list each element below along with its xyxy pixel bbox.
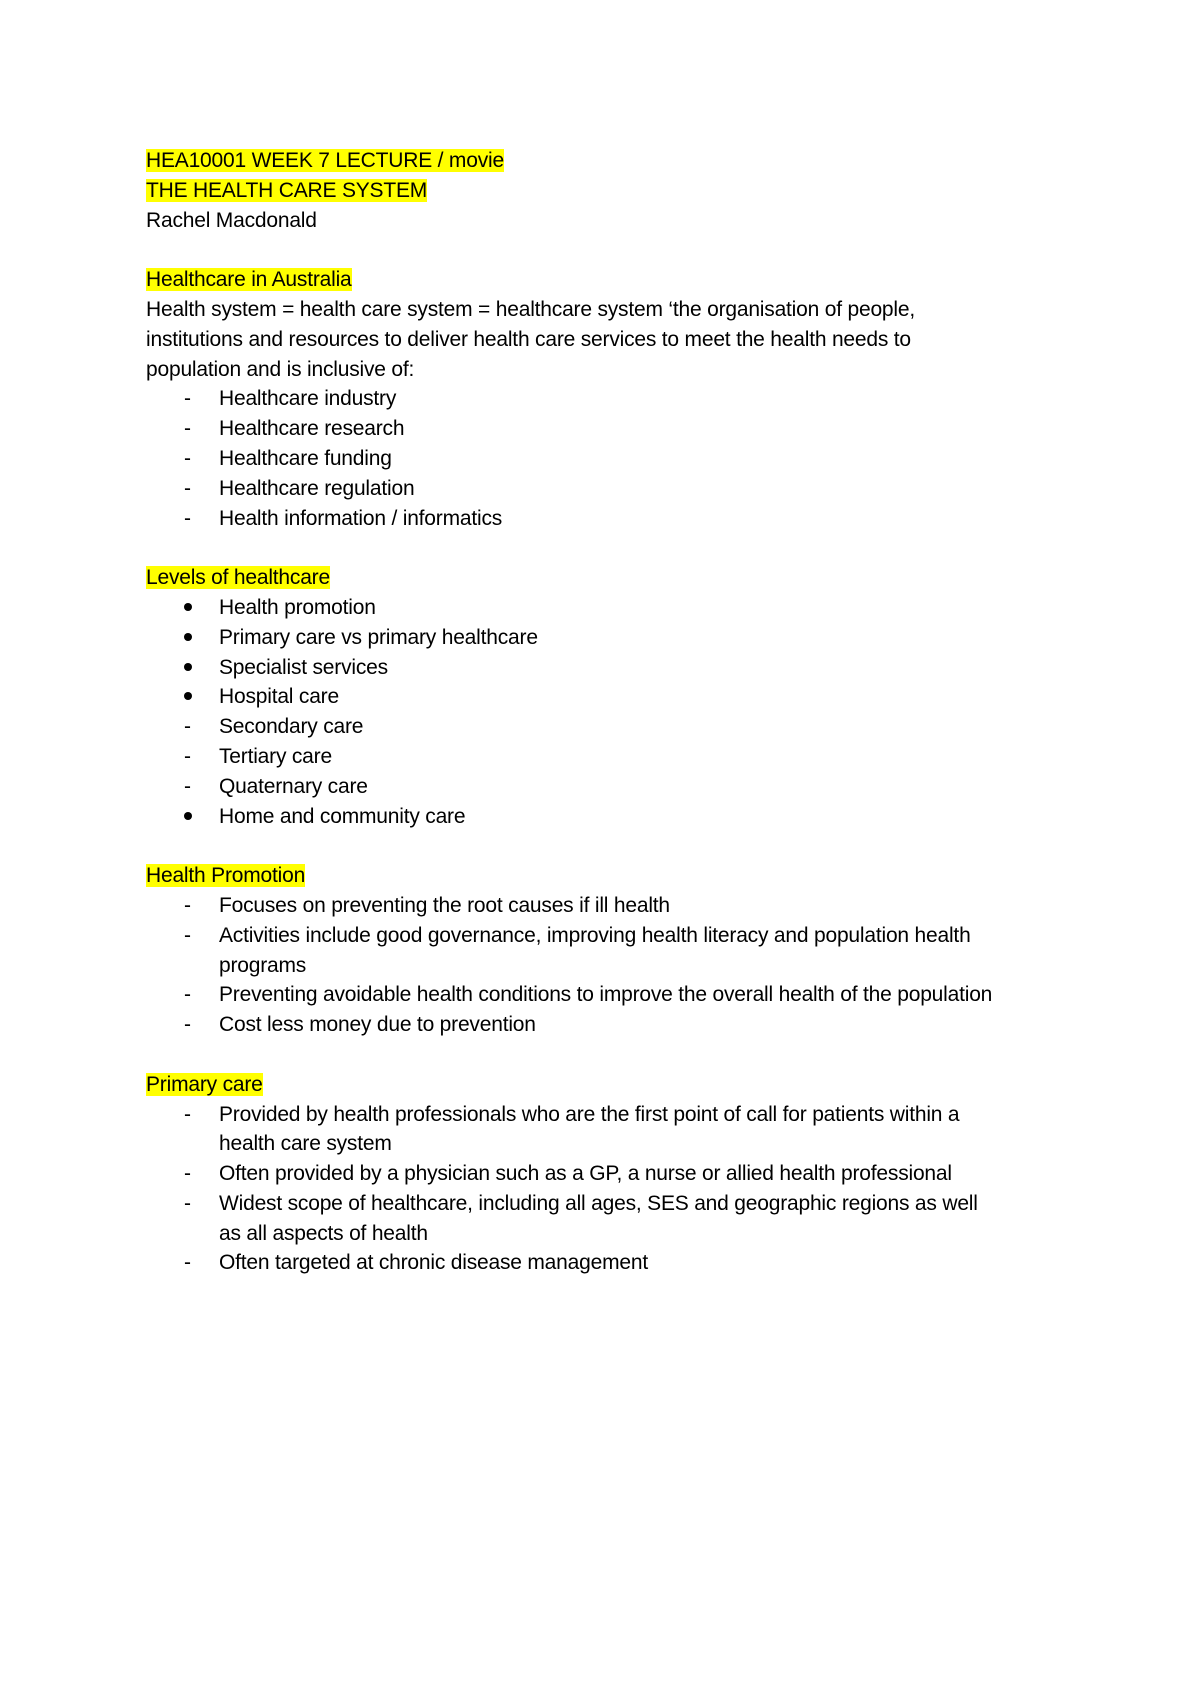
dash-marker: - [184,744,191,768]
australia-list [146,384,1066,533]
promotion-list [146,891,1066,1040]
topic-title: THE HEALTH CARE SYSTEM [146,178,428,202]
list-item-text: Healthcare regulation [219,476,415,500]
list-item-text: Often targeted at chronic disease management [219,1251,648,1275]
list-item-text: Tertiary care [219,744,332,768]
list-item [146,742,1004,772]
list-item-text: Home and community care [219,804,466,828]
dash-marker: - [184,1013,191,1037]
dash-marker: - [184,446,191,470]
list-item [146,802,1004,832]
list-item-text: Healthcare industry [219,387,397,411]
list-item-text: Often provided by a physician such as a GP, a nurse or allied health professional [219,1162,952,1186]
list-item [146,474,1004,504]
author-name: Rachel Macdonald [146,208,317,232]
dash-marker: - [184,476,191,500]
section-heading-wrap [146,861,1066,891]
definition-paragraph: Health system = health care system = healthcare system ‘the organisation of people, institutions and resources to deliver health care services to meet the health needs to population and is inclusive of: [146,297,915,381]
list-item-text: Primary care vs primary healthcare [219,625,538,649]
spacer [146,235,1066,265]
list-item [146,980,1004,1010]
levels-list [146,593,1066,831]
list-item [146,712,1004,742]
dash-marker: - [184,387,191,411]
section-heading-promotion: Health Promotion [146,864,306,888]
section-heading-primary: Primary care [146,1072,263,1096]
list-item [146,1010,1004,1040]
list-item [146,623,1004,653]
dash-marker: - [184,715,191,739]
list-item [146,772,1004,802]
section-heading-wrap [146,563,1066,593]
list-item [146,682,1004,712]
section-heading-wrap [146,1070,1066,1100]
dash-marker: - [184,983,191,1007]
list-item-text: Specialist services [219,655,388,679]
section-heading-levels: Levels of healthcare [146,566,330,590]
dash-marker: - [184,417,191,441]
spacer [146,831,1066,861]
primary-list [146,1100,1066,1279]
title-block [146,146,1066,176]
list-item [146,1189,1004,1249]
list-item [146,1159,1004,1189]
dash-marker: - [184,1102,191,1126]
list-item-text: Activities include good governance, improving health literacy and population health programs [219,923,971,977]
dash-marker: - [184,506,191,530]
list-item-text: Secondary care [219,715,364,739]
document-body [146,146,1066,1278]
list-item-text: Focuses on preventing the root causes if ill health [219,893,670,917]
list-item [146,593,1004,623]
dash-marker: - [184,1251,191,1275]
list-item [146,444,1004,474]
list-item [146,891,1004,921]
list-item-text: Hospital care [219,685,339,709]
list-item [146,384,1004,414]
dash-marker: - [184,893,191,917]
list-item-text: Quaternary care [219,774,368,798]
list-item [146,1248,1004,1278]
spacer [146,1040,1066,1070]
list-item-text: Healthcare funding [219,446,392,470]
section-heading-wrap [146,265,1066,295]
topic-line-wrap [146,176,1066,206]
dash-marker: - [184,774,191,798]
list-item-text: Health promotion [219,595,376,619]
dash-marker: - [184,1191,191,1215]
course-title: HEA10001 WEEK 7 LECTURE / movie [146,149,504,172]
list-item [146,504,1004,534]
list-item-text: Widest scope of healthcare, including all ages, SES and geographic regions as well as all aspects of health [219,1191,978,1245]
dash-marker: - [184,1162,191,1186]
list-item [146,1100,1004,1160]
list-item-text: Provided by health professionals who are the first point of call for patients within a health care system [219,1102,960,1156]
section-heading-australia: Healthcare in Australia [146,268,352,292]
dash-marker: - [184,923,191,947]
list-item [146,921,1004,981]
list-item [146,653,1004,683]
list-item-text: Health information / informatics [219,506,503,530]
spacer [146,533,1066,563]
list-item-text: Preventing avoidable health conditions to improve the overall health of the population [219,983,993,1007]
list-item-text: Healthcare research [219,417,405,441]
list-item-text: Cost less money due to prevention [219,1013,536,1037]
list-item [146,414,1004,444]
